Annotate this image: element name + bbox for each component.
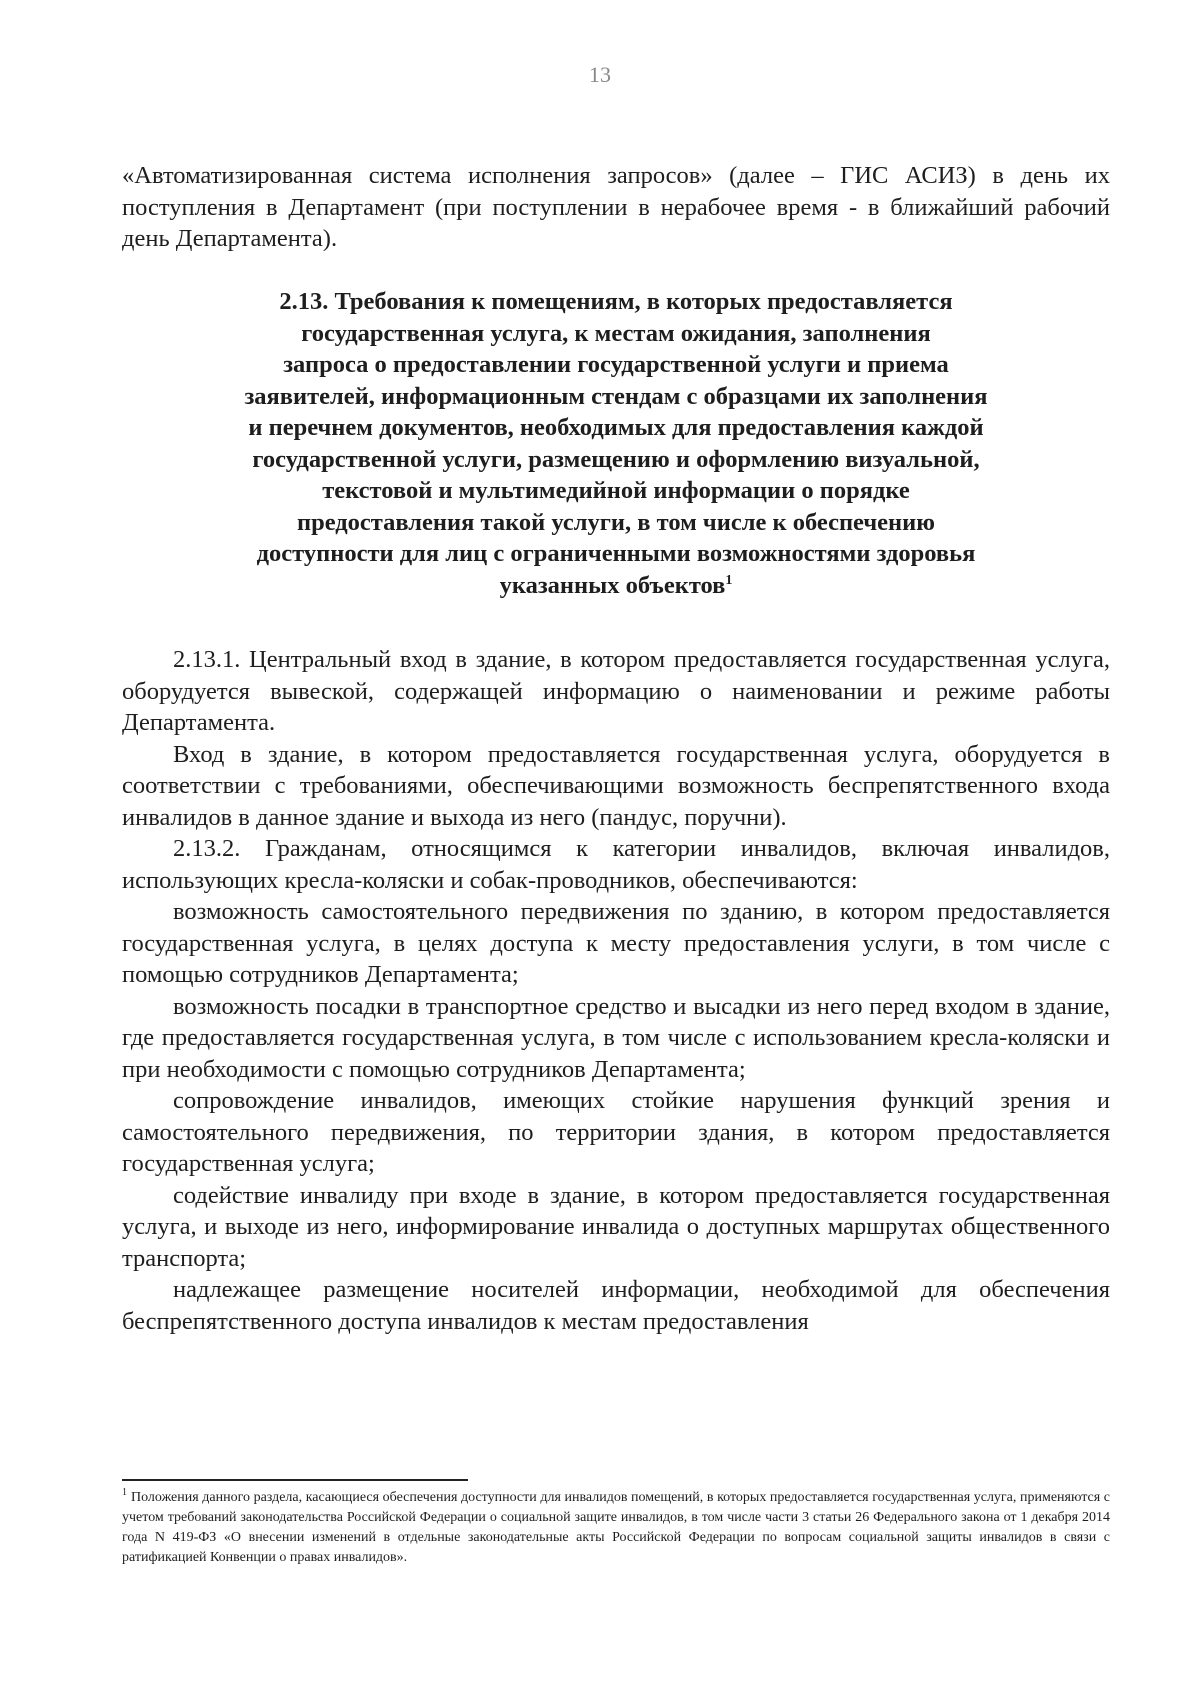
footnote-divider [122,1479,468,1481]
list-item-transport: возможность посадки в транспортное средство и высадки из него перед входом в здание, где предоставляется государственная услуга, в том числе с использованием кресла-коляски и при необходимости с помощью сотрудников Департамента; [122,992,1110,1083]
footnote [122,1488,1110,1568]
heading-line: заявителей, информационным стендам с образцами их заполнения [244,382,988,410]
heading-line: 2.13. Требования к помещениям, в которых предоставляется [279,288,953,315]
list-item-information: надлежащее размещение носителей информации, необходимой для обеспечения беспрепятственного доступа инвалидов к местам предоставления [122,1276,1110,1335]
section-heading [122,286,1110,601]
heading-line: государственной услуги, размещению и оформлению визуальной, [252,445,980,473]
heading-line: и перечнем документов, необходимых для предоставления каждой [248,414,984,441]
page-number: 13 [589,62,611,87]
heading-line: предоставления такой услуги, в том числе к обеспечению [297,508,935,536]
intro-paragraph-block [122,160,1110,255]
list-item-assistance: содействие инвалиду при входе в здание, в котором предоставляется государственная услуга, и выходе из него, информирование инвалида о доступных маршрутах общественного транспорта; [122,1181,1110,1272]
heading-footnote-mark[interactable]: 1 [725,572,733,588]
heading-line-text: указанных объектов [499,571,726,599]
heading-line-last [122,570,1110,602]
intro-paragraph: «Автоматизированная система исполнения запросов» (далее – ГИС АСИЗ) в день их поступления в Департамент (при поступлении в нерабочее время - в ближайший рабочий день Департамента). [122,162,1110,252]
paragraph-2-13-2: 2.13.2. Гражданам, относящимся к категории инвалидов, включая инвалидов, использующих кресла-коляски и собак-проводников, обеспечиваются: [122,835,1110,894]
heading-line: доступности для лиц с ограниченными возможностями здоровья [256,540,976,567]
paragraph-2-13-1: 2.13.1. Центральный вход в здание, в котором предоставляется государственная услуга, оборудуется вывеской, содержащей информацию о наименовании и режиме работы Департамента. [122,646,1110,736]
heading-line: государственная услуга, к местам ожидания, заполнения [301,319,931,347]
section-body [122,644,1110,1337]
list-item-movement: возможность самостоятельного передвижения по зданию, в котором предоставляется государственная услуга, в целях доступа к месту предоставления услуги, в том числе с помощью сотрудников Департамента; [122,898,1110,988]
heading-line: запроса о предоставлении государственной услуги и приема [283,351,949,378]
heading-line: текстовой и мультимедийной информации о порядке [322,477,910,504]
list-item-escort: сопровождение инвалидов, имеющих стойкие нарушения функций зрения и самостоятельного передвижения, по территории здания, в котором предоставляется государственная услуга; [122,1087,1110,1177]
footnote-text: Положения данного раздела, касающиеся обеспечения доступности для инвалидов помещений, в которых предоставляется государственная услуга, применяются с учетом требований законодательства Российской Федерации о социальной защите инвалидов, в том числе части 3 статьи 26 Федерального закона от 1 декабря 2014 года N 419-ФЗ «О внесении изменений в отдельные законодательные акты Российской Федерации по вопросам социальной защиты инвалидов в связи с ратификацией Конвенции о правах инвалидов». [122,1490,1110,1565]
paragraph-entrance: Вход в здание, в котором предоставляется государственная услуга, оборудуется в соответствии с требованиями, обеспечивающими возможность беспрепятственного входа инвалидов в данное здание и выхода из него (пандус, поручни). [122,740,1110,831]
footnote-mark: 1 [122,1487,127,1499]
